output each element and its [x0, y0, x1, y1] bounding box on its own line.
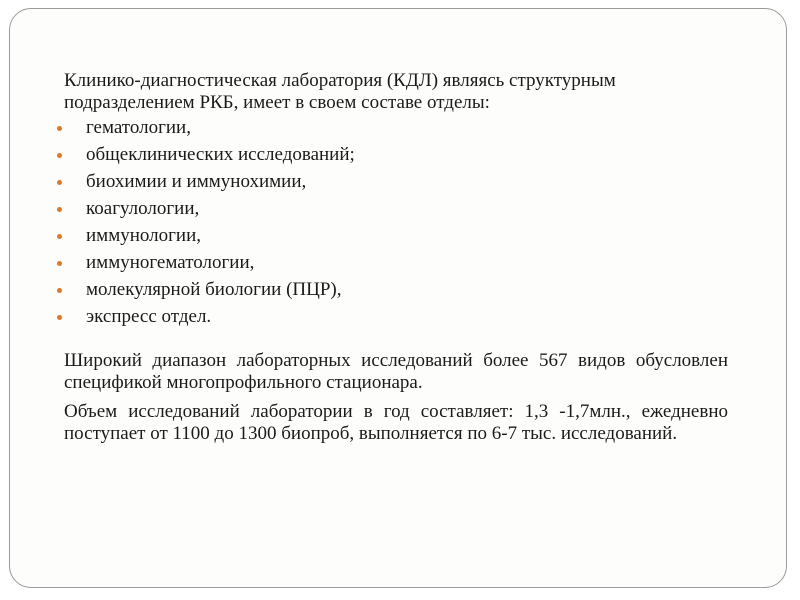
research-volume-paragraph: Объем исследований лаборатории в год составляет: 1,3 -1,7млн., ежедневно поступает от 1100 до 1300 биопроб, выполняется по 6-7 тыс. исследований. [64, 401, 728, 444]
bullet-icon [57, 261, 62, 266]
list-item [64, 225, 728, 247]
department-label: гематологии, [86, 117, 191, 138]
department-label: иммунологии, [86, 225, 201, 246]
list-item [64, 144, 728, 166]
department-label: общеклинических исследований; [86, 144, 355, 165]
intro-text: Клинико-диагностическая лаборатория (КДЛ) являясь структурным подразделением РКБ, имеет в своем составе отделы: [64, 70, 616, 113]
bullet-icon [57, 288, 62, 293]
research-range-paragraph: Широкий диапазон лабораторных исследований более 567 видов обусловлен спецификой многопрофильного стационара. [64, 350, 728, 393]
bullet-icon [57, 315, 62, 320]
bullet-icon [57, 153, 62, 158]
list-item [64, 117, 728, 139]
list-item [64, 198, 728, 220]
department-label: иммуногематологии, [86, 252, 255, 273]
bullet-icon [57, 180, 62, 185]
list-item [64, 306, 728, 328]
department-list [64, 117, 728, 328]
list-item [64, 252, 728, 274]
list-item [64, 171, 728, 193]
department-label: экспресс отдел. [86, 306, 212, 327]
bullet-icon [57, 126, 62, 131]
department-label: биохимии и иммунохимии, [86, 171, 307, 192]
bullet-icon [57, 234, 62, 239]
slide-content [64, 70, 728, 445]
bullet-icon [57, 207, 62, 212]
list-item [64, 279, 728, 301]
department-label: коагулологии, [86, 198, 200, 219]
department-label: молекулярной биологии (ПЦР), [86, 279, 342, 300]
